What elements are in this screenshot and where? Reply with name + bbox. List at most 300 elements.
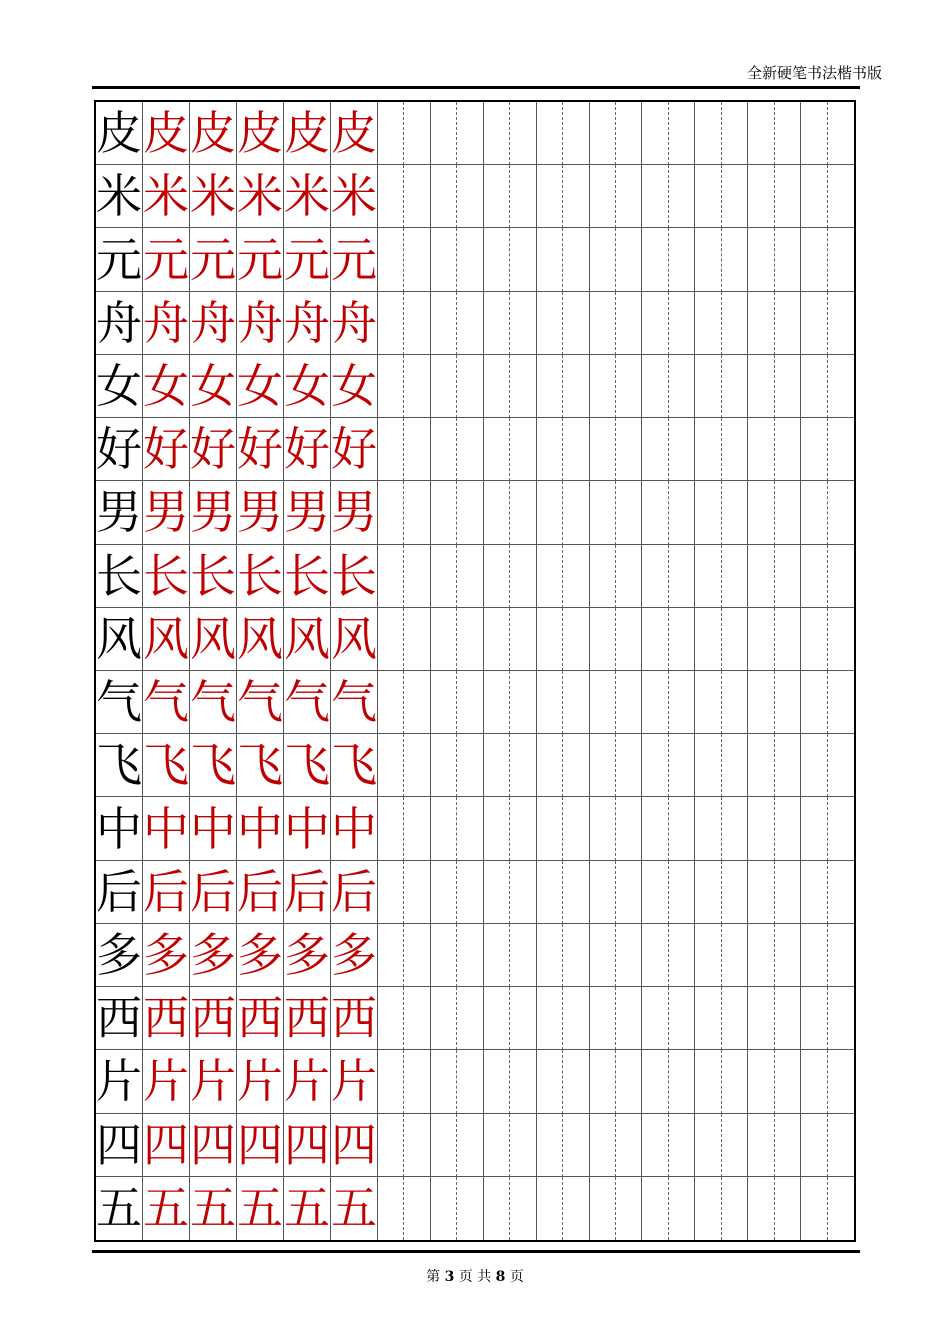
model-character: 片 [96, 1054, 142, 1109]
blank-practice-cell [775, 861, 801, 924]
blank-practice-cell [404, 228, 430, 291]
blank-practice-cell [431, 228, 457, 291]
trace-character-cell [284, 292, 331, 355]
trace-character: 长 [143, 548, 189, 603]
blank-practice-cell [642, 545, 668, 608]
blank-practice-cell [722, 1177, 748, 1240]
trace-character-cell [331, 228, 378, 291]
trace-character-cell [237, 1114, 284, 1177]
model-character: 好 [96, 422, 142, 477]
trace-character: 长 [284, 548, 330, 603]
blank-practice-cell [563, 924, 589, 987]
trace-character-cell [237, 861, 284, 924]
blank-practice-cell [775, 481, 801, 544]
blank-practice-cell [642, 102, 668, 165]
trace-character-cell [237, 987, 284, 1050]
blank-practice-cell [378, 924, 404, 987]
trace-character: 米 [190, 169, 236, 224]
trace-character-cell [143, 924, 190, 987]
blank-practice-cell [616, 861, 642, 924]
model-character-cell [96, 797, 143, 860]
blank-practice-cell [563, 734, 589, 797]
blank-practice-cell [642, 797, 668, 860]
blank-practice-cell [748, 1050, 774, 1113]
model-character-cell [96, 987, 143, 1050]
trace-character: 舟 [190, 295, 236, 350]
blank-practice-cell [775, 355, 801, 418]
model-character-cell [96, 1050, 143, 1113]
trace-character-cell [284, 797, 331, 860]
model-character: 四 [96, 1117, 142, 1172]
blank-practice-cell [431, 292, 457, 355]
blank-practice-cell [563, 671, 589, 734]
blank-practice-cell [404, 292, 430, 355]
blank-practice-cell [590, 987, 616, 1050]
trace-character-cell [143, 1114, 190, 1177]
blank-practice-cell [775, 671, 801, 734]
model-character-cell [96, 292, 143, 355]
trace-character: 女 [190, 358, 236, 413]
trace-character-cell [284, 924, 331, 987]
blank-practice-cell [669, 987, 695, 1050]
blank-practice-cell [457, 102, 483, 165]
model-character-cell [96, 608, 143, 671]
model-character: 米 [96, 169, 142, 224]
trace-character: 皮 [143, 106, 189, 161]
blank-practice-cell [722, 1050, 748, 1113]
blank-practice-cell [537, 165, 563, 228]
trace-character: 西 [331, 991, 377, 1046]
trace-character: 四 [284, 1117, 330, 1172]
blank-practice-cell [457, 481, 483, 544]
trace-character: 中 [190, 801, 236, 856]
trace-character: 气 [143, 675, 189, 730]
blank-practice-cell [484, 1050, 510, 1113]
blank-practice-cell [801, 1050, 827, 1113]
blank-practice-cell [457, 608, 483, 671]
blank-practice-cell [457, 228, 483, 291]
blank-practice-cell [642, 1177, 668, 1240]
blank-practice-cell [616, 734, 642, 797]
blank-practice-cell [801, 292, 827, 355]
blank-practice-cell [669, 228, 695, 291]
trace-character: 皮 [237, 106, 283, 161]
blank-practice-cell [457, 292, 483, 355]
blank-practice-cell [828, 924, 854, 987]
trace-character: 气 [237, 675, 283, 730]
blank-practice-cell [695, 924, 721, 987]
blank-practice-cell [484, 102, 510, 165]
blank-practice-cell [801, 102, 827, 165]
trace-character: 女 [284, 358, 330, 413]
blank-practice-cell [457, 545, 483, 608]
trace-character-cell [237, 481, 284, 544]
blank-practice-cell [801, 1114, 827, 1177]
blank-practice-cell [828, 292, 854, 355]
trace-character: 片 [237, 1054, 283, 1109]
blank-practice-cell [775, 418, 801, 481]
blank-practice-cell [590, 924, 616, 987]
blank-practice-cell [537, 987, 563, 1050]
trace-character: 长 [331, 548, 377, 603]
blank-practice-cell [563, 608, 589, 671]
trace-character: 长 [237, 548, 283, 603]
blank-practice-cell [590, 481, 616, 544]
blank-practice-cell [695, 734, 721, 797]
blank-practice-cell [431, 734, 457, 797]
top-rule [92, 86, 860, 89]
blank-practice-cell [722, 671, 748, 734]
blank-practice-cell [801, 418, 827, 481]
blank-practice-cell [669, 1177, 695, 1240]
trace-character-cell [143, 1177, 190, 1240]
blank-practice-cell [828, 228, 854, 291]
blank-practice-cell [537, 481, 563, 544]
blank-practice-cell [748, 355, 774, 418]
blank-practice-cell [510, 797, 536, 860]
trace-character: 飞 [284, 738, 330, 793]
current-page-number: 3 [444, 1269, 455, 1285]
trace-character-cell [284, 608, 331, 671]
blank-practice-cell [404, 418, 430, 481]
trace-character-cell [284, 355, 331, 418]
trace-character: 气 [331, 675, 377, 730]
trace-character-cell [190, 608, 237, 671]
model-character: 女 [96, 358, 142, 413]
blank-practice-cell [378, 418, 404, 481]
blank-practice-cell [537, 797, 563, 860]
trace-character: 四 [237, 1117, 283, 1172]
blank-practice-cell [457, 355, 483, 418]
blank-practice-cell [378, 608, 404, 671]
trace-character-cell [143, 102, 190, 165]
blank-practice-cell [695, 355, 721, 418]
trace-character: 多 [190, 927, 236, 982]
blank-practice-cell [537, 102, 563, 165]
blank-practice-cell [775, 102, 801, 165]
blank-practice-cell [404, 924, 430, 987]
blank-practice-cell [510, 418, 536, 481]
trace-character-cell [143, 292, 190, 355]
blank-practice-cell [484, 292, 510, 355]
blank-practice-cell [801, 481, 827, 544]
blank-practice-cell [695, 228, 721, 291]
blank-practice-cell [642, 418, 668, 481]
blank-practice-cell [642, 228, 668, 291]
blank-practice-cell [801, 355, 827, 418]
model-character: 西 [96, 991, 142, 1046]
blank-practice-cell [828, 861, 854, 924]
trace-character-cell [190, 545, 237, 608]
model-character: 多 [96, 927, 142, 982]
trace-character-cell [190, 797, 237, 860]
blank-practice-cell [563, 292, 589, 355]
page-footer [0, 1266, 950, 1286]
blank-practice-cell [695, 608, 721, 671]
blank-practice-cell [722, 734, 748, 797]
blank-practice-cell [590, 228, 616, 291]
trace-character: 多 [331, 927, 377, 982]
trace-character: 长 [190, 548, 236, 603]
trace-character-cell [284, 418, 331, 481]
blank-practice-cell [457, 418, 483, 481]
blank-practice-cell [669, 734, 695, 797]
model-character-cell [96, 861, 143, 924]
blank-practice-cell [404, 608, 430, 671]
blank-practice-cell [537, 671, 563, 734]
blank-practice-cell [616, 671, 642, 734]
blank-practice-cell [748, 102, 774, 165]
trace-character: 多 [284, 927, 330, 982]
blank-practice-cell [378, 734, 404, 797]
trace-character: 女 [143, 358, 189, 413]
trace-character-cell [331, 481, 378, 544]
blank-practice-cell [484, 671, 510, 734]
trace-character: 中 [284, 801, 330, 856]
blank-practice-cell [457, 861, 483, 924]
blank-practice-cell [775, 608, 801, 671]
blank-practice-cell [510, 1177, 536, 1240]
trace-character-cell [237, 545, 284, 608]
trace-character-cell [284, 861, 331, 924]
trace-character-cell [190, 1177, 237, 1240]
trace-character: 元 [190, 232, 236, 287]
trace-character: 风 [190, 611, 236, 666]
trace-character-cell [284, 545, 331, 608]
blank-practice-cell [642, 292, 668, 355]
blank-practice-cell [722, 987, 748, 1050]
model-character: 五 [96, 1181, 142, 1236]
trace-character: 元 [331, 232, 377, 287]
trace-character-cell [284, 481, 331, 544]
trace-character: 四 [331, 1117, 377, 1172]
blank-practice-cell [510, 734, 536, 797]
model-character-cell [96, 734, 143, 797]
blank-practice-cell [563, 355, 589, 418]
model-character: 皮 [96, 106, 142, 161]
blank-practice-cell [404, 1050, 430, 1113]
trace-character-cell [331, 292, 378, 355]
trace-character-cell [143, 734, 190, 797]
blank-practice-cell [748, 861, 774, 924]
trace-character: 皮 [190, 106, 236, 161]
blank-practice-cell [775, 1177, 801, 1240]
blank-practice-cell [616, 1177, 642, 1240]
trace-character: 多 [237, 927, 283, 982]
blank-practice-cell [484, 1114, 510, 1177]
blank-practice-cell [828, 1177, 854, 1240]
blank-practice-cell [431, 671, 457, 734]
trace-character-cell [143, 797, 190, 860]
blank-practice-cell [590, 1050, 616, 1113]
blank-practice-cell [616, 545, 642, 608]
trace-character: 气 [190, 675, 236, 730]
blank-practice-cell [669, 165, 695, 228]
trace-character: 后 [143, 864, 189, 919]
trace-character-cell [237, 418, 284, 481]
blank-practice-cell [748, 987, 774, 1050]
blank-practice-cell [695, 418, 721, 481]
blank-practice-cell [801, 165, 827, 228]
blank-practice-cell [563, 1177, 589, 1240]
trace-character-cell [284, 1050, 331, 1113]
blank-practice-cell [457, 671, 483, 734]
blank-practice-cell [616, 102, 642, 165]
blank-practice-cell [563, 545, 589, 608]
trace-character: 中 [331, 801, 377, 856]
trace-character: 四 [143, 1117, 189, 1172]
blank-practice-cell [695, 1050, 721, 1113]
blank-practice-cell [590, 418, 616, 481]
blank-practice-cell [537, 608, 563, 671]
blank-practice-cell [404, 671, 430, 734]
trace-character-cell [190, 102, 237, 165]
blank-practice-cell [431, 1050, 457, 1113]
trace-character-cell [143, 671, 190, 734]
model-character-cell [96, 1114, 143, 1177]
blank-practice-cell [775, 228, 801, 291]
trace-character: 元 [143, 232, 189, 287]
blank-practice-cell [748, 165, 774, 228]
trace-character: 皮 [331, 106, 377, 161]
blank-practice-cell [722, 355, 748, 418]
blank-practice-cell [484, 418, 510, 481]
blank-practice-cell [510, 987, 536, 1050]
trace-character: 女 [331, 358, 377, 413]
blank-practice-cell [748, 1114, 774, 1177]
trace-character-cell [237, 355, 284, 418]
blank-practice-cell [828, 987, 854, 1050]
trace-character-cell [331, 861, 378, 924]
blank-practice-cell [537, 418, 563, 481]
model-character-cell [96, 102, 143, 165]
trace-character: 五 [331, 1181, 377, 1236]
blank-practice-cell [775, 165, 801, 228]
model-character: 中 [96, 801, 142, 856]
blank-practice-cell [457, 1050, 483, 1113]
blank-practice-cell [510, 1114, 536, 1177]
trace-character-cell [284, 671, 331, 734]
blank-practice-cell [537, 734, 563, 797]
blank-practice-cell [510, 228, 536, 291]
trace-character: 后 [237, 864, 283, 919]
blank-practice-cell [616, 1050, 642, 1113]
trace-character-cell [237, 102, 284, 165]
blank-practice-cell [669, 292, 695, 355]
blank-practice-cell [563, 987, 589, 1050]
model-character-cell [96, 355, 143, 418]
blank-practice-cell [828, 481, 854, 544]
trace-character-cell [143, 165, 190, 228]
blank-practice-cell [510, 671, 536, 734]
blank-practice-cell [484, 1177, 510, 1240]
blank-practice-cell [484, 228, 510, 291]
trace-character: 片 [284, 1054, 330, 1109]
blank-practice-cell [563, 102, 589, 165]
trace-character: 飞 [237, 738, 283, 793]
blank-practice-cell [484, 355, 510, 418]
blank-practice-cell [484, 987, 510, 1050]
blank-practice-cell [748, 924, 774, 987]
blank-practice-cell [722, 1114, 748, 1177]
trace-character: 米 [284, 169, 330, 224]
blank-practice-cell [378, 355, 404, 418]
blank-practice-cell [431, 355, 457, 418]
trace-character: 中 [237, 801, 283, 856]
blank-practice-cell [510, 545, 536, 608]
blank-practice-cell [801, 797, 827, 860]
blank-practice-cell [695, 481, 721, 544]
blank-practice-cell [642, 608, 668, 671]
blank-practice-cell [431, 481, 457, 544]
blank-practice-cell [457, 165, 483, 228]
blank-practice-cell [642, 861, 668, 924]
blank-practice-cell [642, 481, 668, 544]
blank-practice-cell [695, 102, 721, 165]
blank-practice-cell [828, 545, 854, 608]
trace-character-cell [143, 861, 190, 924]
blank-practice-cell [378, 987, 404, 1050]
trace-character-cell [284, 228, 331, 291]
blank-practice-cell [590, 102, 616, 165]
blank-practice-cell [590, 797, 616, 860]
blank-practice-cell [590, 671, 616, 734]
blank-practice-cell [642, 355, 668, 418]
blank-practice-cell [510, 355, 536, 418]
blank-practice-cell [695, 1114, 721, 1177]
trace-character: 五 [143, 1181, 189, 1236]
model-character-cell [96, 545, 143, 608]
blank-practice-cell [642, 734, 668, 797]
trace-character-cell [143, 228, 190, 291]
blank-practice-cell [669, 418, 695, 481]
blank-practice-cell [404, 102, 430, 165]
blank-practice-cell [642, 1114, 668, 1177]
trace-character-cell [331, 418, 378, 481]
trace-character: 西 [143, 991, 189, 1046]
blank-practice-cell [695, 165, 721, 228]
model-character-cell [96, 418, 143, 481]
trace-character-cell [190, 1050, 237, 1113]
footer-prefix: 第 [426, 1269, 441, 1285]
trace-character-cell [237, 608, 284, 671]
blank-practice-cell [748, 671, 774, 734]
blank-practice-cell [669, 1050, 695, 1113]
blank-practice-cell [378, 1050, 404, 1113]
blank-practice-cell [484, 545, 510, 608]
trace-character: 后 [284, 864, 330, 919]
trace-character: 风 [331, 611, 377, 666]
blank-practice-cell [431, 797, 457, 860]
blank-practice-cell [378, 545, 404, 608]
blank-practice-cell [457, 987, 483, 1050]
blank-practice-cell [404, 1177, 430, 1240]
blank-practice-cell [775, 734, 801, 797]
blank-practice-cell [378, 165, 404, 228]
blank-practice-cell [510, 861, 536, 924]
blank-practice-cell [431, 987, 457, 1050]
blank-practice-cell [616, 418, 642, 481]
blank-practice-cell [801, 734, 827, 797]
trace-character: 飞 [331, 738, 377, 793]
blank-practice-cell [537, 292, 563, 355]
blank-practice-cell [801, 1177, 827, 1240]
blank-practice-cell [695, 797, 721, 860]
blank-practice-cell [457, 734, 483, 797]
trace-character: 西 [237, 991, 283, 1046]
trace-character-cell [190, 418, 237, 481]
trace-character-cell [190, 165, 237, 228]
